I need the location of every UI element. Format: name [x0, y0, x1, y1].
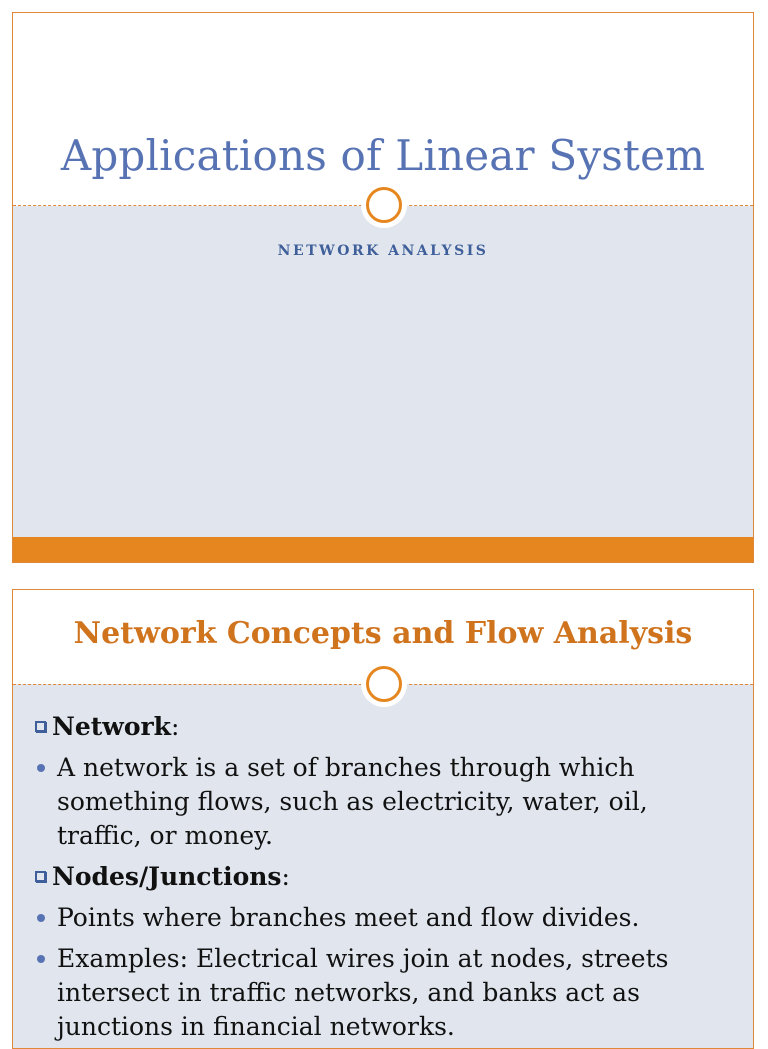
ring-ornament-icon [366, 666, 402, 702]
slide-title: Applications of Linear System [60, 131, 706, 180]
slide-title: Network Concepts and Flow Analysis [73, 616, 693, 651]
section-heading [35, 710, 733, 744]
list-item [35, 901, 733, 935]
round-bullet-icon [37, 914, 45, 922]
ring-ornament-icon [366, 187, 402, 223]
checkbox-bullet-icon [35, 721, 46, 732]
list-item-text: A network is a set of branches through which something flows, such as electricity, water, oil, traffic, or money. [57, 753, 648, 850]
accent-bar [13, 537, 753, 562]
heading-colon: : [281, 862, 290, 891]
heading-colon: : [171, 712, 180, 741]
checkbox-bullet-icon [35, 871, 46, 882]
round-bullet-icon [37, 764, 45, 772]
content-slide [12, 589, 754, 1049]
content-body [35, 710, 733, 1049]
title-slide [12, 12, 754, 563]
list-item [35, 942, 733, 1044]
round-bullet-icon [37, 955, 45, 963]
slide-subtitle: NETWORK ANALYSIS [277, 243, 489, 259]
list-item [35, 751, 733, 853]
section-heading [35, 860, 733, 894]
list-item-text: Examples: Electrical wires join at nodes, streets intersect in traffic networks, and banks act as junctions in financial networks. [57, 944, 669, 1041]
section-heading-label: Nodes/Junctions [52, 862, 282, 891]
section-heading-label: Network [52, 712, 171, 741]
list-item-text: Points where branches meet and flow divides. [57, 903, 640, 932]
